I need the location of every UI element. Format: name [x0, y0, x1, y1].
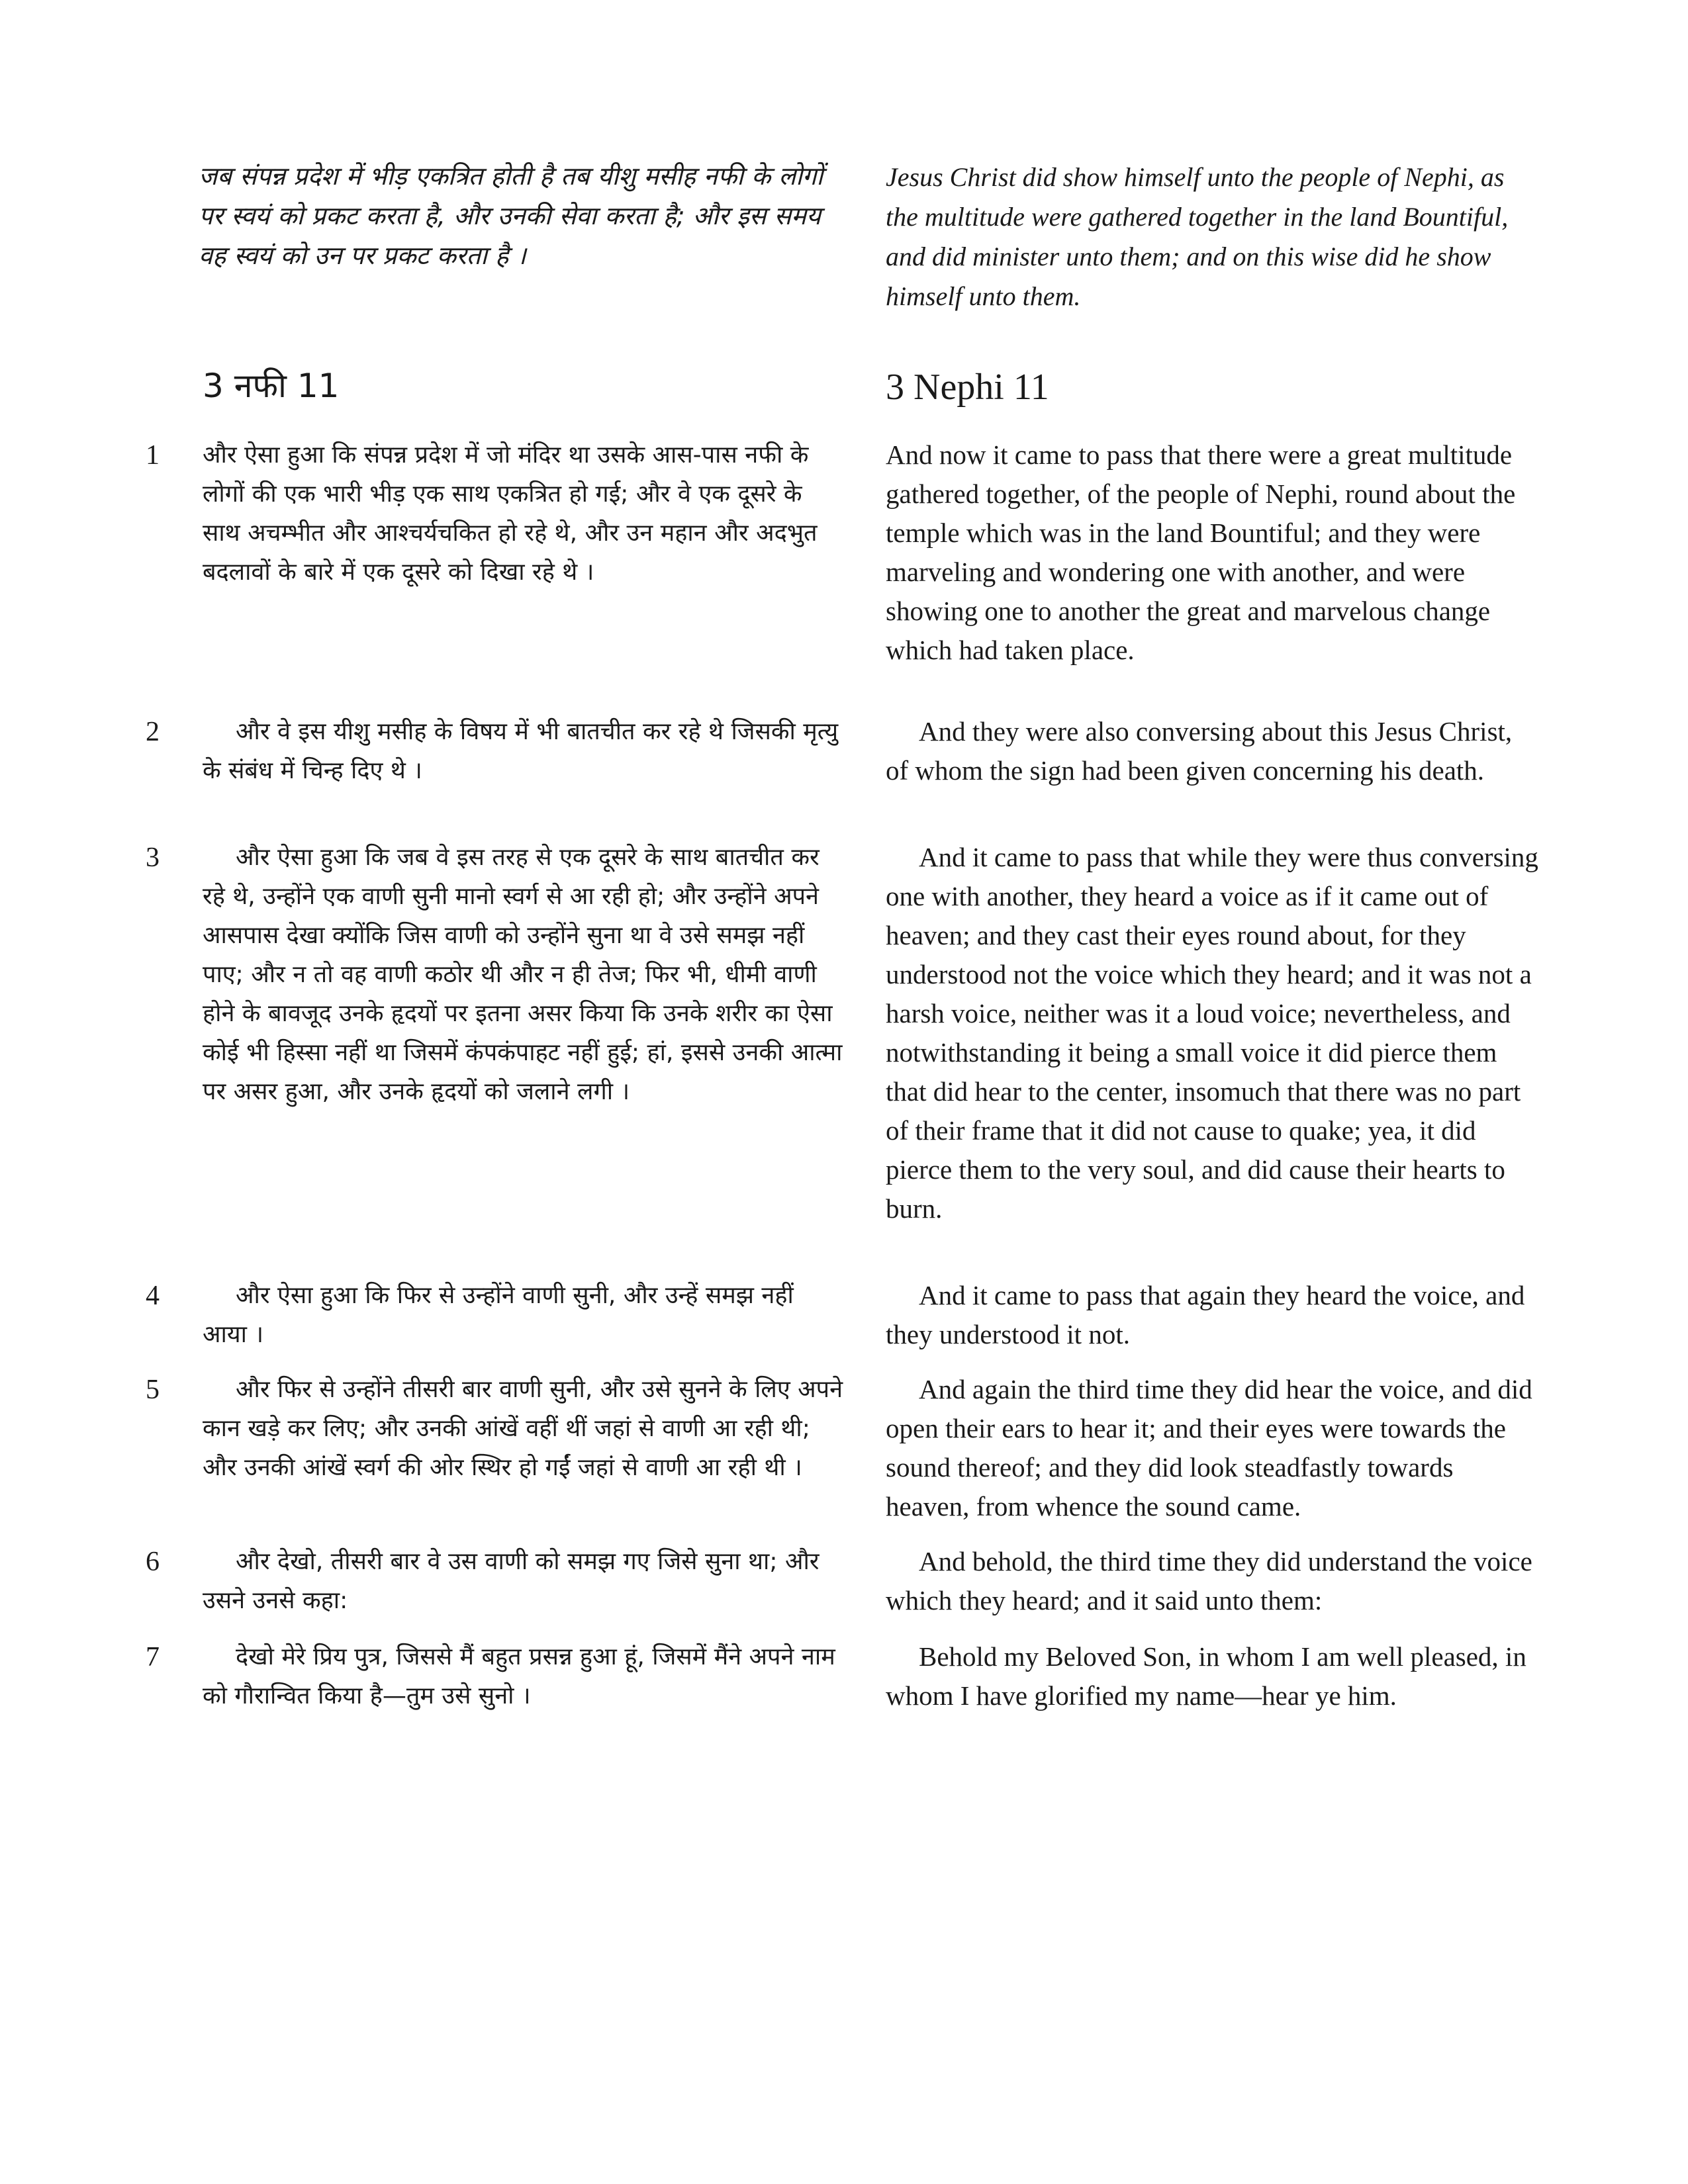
verse-number: 1	[146, 440, 160, 471]
verse-english: And again the third time they did hear the voice, and did open their ears to hear it; and their eyes were towards the sound thereof; and they did look steadfastly towards heaven, from whence the sound came.	[886, 1374, 1532, 1522]
verse-english: And now it came to pass that there were a great multitude gathered together, of the people of Nephi, round about the temple which was in the land Bountiful; and they were marveling and wondering one with another, and were showing one to another the great and marvelous change which had taken place.	[886, 439, 1516, 665]
verse-hindi: देखो मेरे प्रिय पुत्र, जिससे मैं बहुत प्रसन्न हुआ हूं, जिसमें मैंने अपने नाम को गौरान्वित किया है—तुम उसे सुनो ।	[203, 1643, 835, 1709]
verse-hindi: और वे इस यीशु मसीह के विषय में भी बातचीत कर रहे थे जिसकी मृत्यु के संबंध में चिन्ह दिए थे ।	[203, 718, 839, 784]
verse-hindi: और ऐसा हुआ कि जब वे इस तरह से एक दूसरे के साथ बातचीत कर रहे थे, उन्होंने एक वाणी सुनी मानो स्वर्ग से आ रही हो; और उन्होंने अपने आसपास देखा क्योंकि जिस वाणी को उन्होंने सुना था वे उसे समझ नहीं पाए; और न तो वह वाणी कठोर थी और न ही तेज; फिर भी, धीमी वाणी होने के बावजूद उनके हृदयों पर इतना असर किया कि उनके शरीर का ऐसा कोई भी हिस्सा नहीं था जिसमें कंपकंपाहट नहीं हुई; हां, इससे उनकी आत्मा पर असर हुआ, और उनके हृदयों को जलाने लगी ।	[203, 844, 843, 1105]
verse-number: 2	[146, 717, 160, 747]
verse-english: Behold my Beloved Son, in whom I am well pleased, in whom I have glorified my name—hear ye him.	[886, 1641, 1526, 1711]
verse-number: 3	[146, 842, 160, 873]
verse-hindi: और फिर से उन्होंने तीसरी बार वाणी सुनी, और उसे सुनने के लिए अपने कान खड़े कर लिए; और उनकी आंखें वहीं थीं जहां से वाणी आ रही थी; और उनकी आंखें स्वर्ग की ओर स्थिर हो गईं जहां से वाणी आ रही थी ।	[203, 1376, 843, 1481]
intro-hindi: जब संपन्न प्रदेश में भीड़ एकत्रित होती है तब यीशु मसीह नफी के लोगों पर स्वयं को प्रकट करता है, और उनकी सेवा करता है; और इस समय वह स्वयं को उन पर प्रकट करता है ।	[199, 161, 823, 270]
verse-english: And it came to pass that again they heard the voice, and they understood it not.	[886, 1280, 1525, 1349]
verse-english: And they were also conversing about this Jesus Christ, of whom the sign had been given concerning his death.	[886, 716, 1513, 786]
intro-english: Jesus Christ did show himself unto the people of Nephi, as the multitude were gathered together in the land Bountiful, and did minister unto them; and on this wise did he show himself unto them.	[886, 162, 1509, 311]
verse-number: 4	[146, 1281, 160, 1311]
verse-number: 5	[146, 1375, 160, 1405]
verse-number: 7	[146, 1642, 160, 1672]
verse-hindi: और देखो, तीसरी बार वे उस वाणी को समझ गए जिसे सुना था; और उसने उनसे कहा:	[203, 1548, 820, 1614]
verse-hindi: और ऐसा हुआ कि फिर से उन्होंने वाणी सुनी, और उन्हें समझ नहीं आया ।	[203, 1282, 794, 1348]
verse-number: 6	[146, 1547, 160, 1577]
chapter-heading-english: 3 Nephi 11	[886, 367, 1049, 408]
verse-english: And it came to pass that while they were thus conversing one with another, they heard a voice as if it came out of heaven; and they cast their eyes round about, for they understood not the voice which they heard; and it was not a harsh voice, neither was it a loud voice; nevertheless, and notwithstanding it being a small voice it did pierce them that did hear to the center, insomuch that there was no part of their frame that it did not cause to quake; yea, it did pierce them to the very soul, and did cause their hearts to burn.	[886, 842, 1538, 1224]
verse-english: And behold, the third time they did understand the voice which they heard; and it said unto them:	[886, 1546, 1532, 1615]
verse-hindi: और ऐसा हुआ कि संपन्न प्रदेश में जो मंदिर था उसके आस-पास नफी के लोगों की एक भारी भीड़ एक साथ एकत्रित हो गई; और वे एक दूसरे के साथ अचम्भीत और आश्चर्यचकित हो रहे थे, और उन महान और अदभुत बदलावों के बारे में एक दूसरे को दिखा रहे थे ।	[203, 441, 818, 586]
chapter-heading-hindi: 3 नफी 11	[203, 367, 340, 405]
